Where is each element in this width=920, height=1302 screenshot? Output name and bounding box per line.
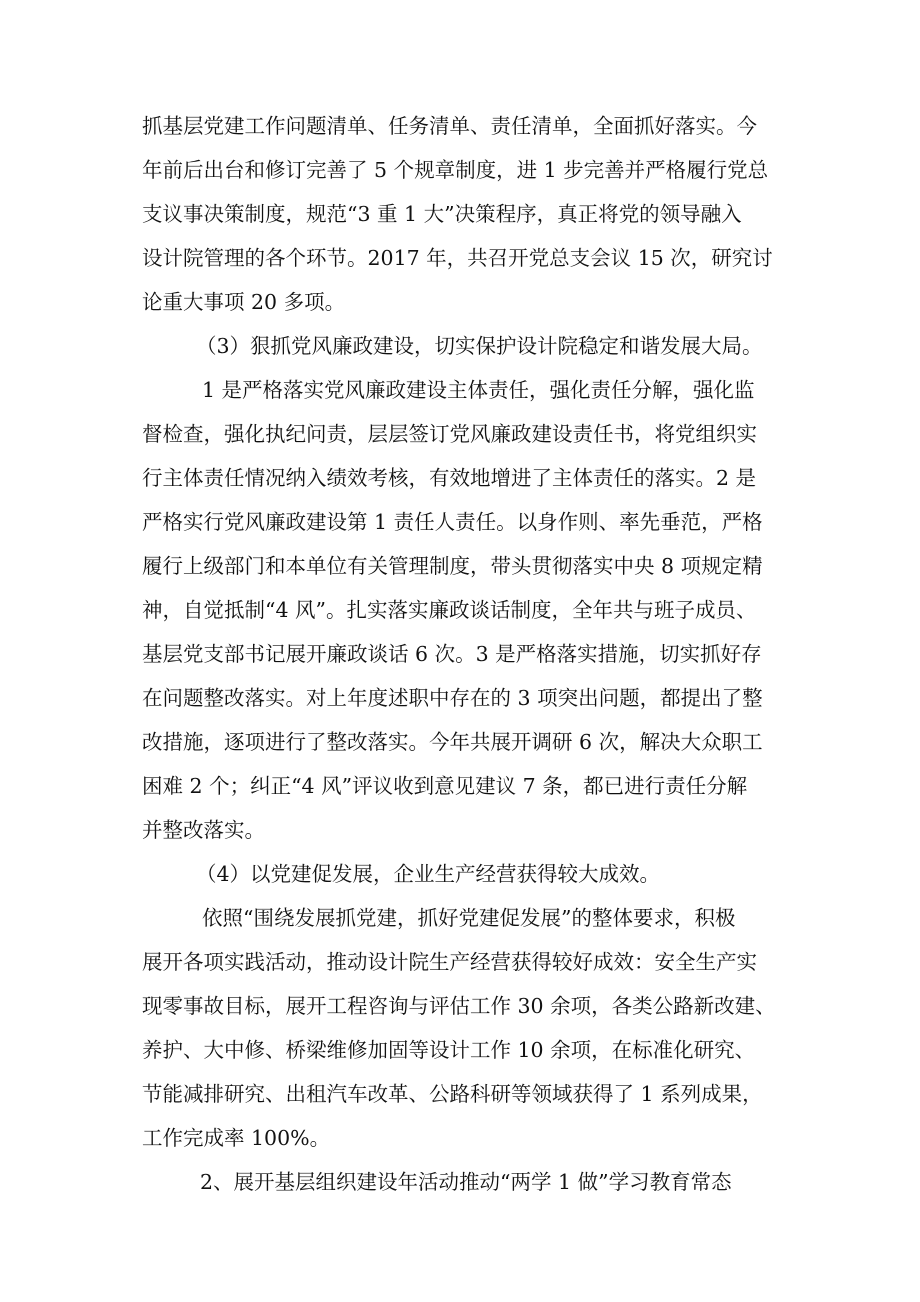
text-line: 养护、大中修、桥梁维修加固等设计工作 10 余项，在标准化研究、 <box>142 1038 756 1062</box>
text-line: 展开各项实践活动，推动设计院生产经营获得较好成效：安全生产实 <box>142 950 757 974</box>
text-line: 年前后出台和修订完善了 5 个规章制度，进 1 步完善并严格履行党总 <box>142 158 769 182</box>
text-line: 依照“围绕发展抓党建，抓好党建促发展”的整体要求，积极 <box>202 906 736 930</box>
text-line: 严格实行党风廉政建设第 1 责任人责任。以身作则、率先垂范，严格 <box>142 510 763 534</box>
text-line: 督检查，强化执纪问责，层层签订党风廉政建设责任书，将党组织实 <box>142 422 757 446</box>
text-line: 现零事故目标，展开工程咨询与评估工作 30 余项，各类公路新改建、 <box>142 994 776 1018</box>
text-line: 工作完成率 100%。 <box>142 1126 331 1150</box>
text-line: 1 是严格落实党风廉政建设主体责任，强化责任分解，强化监 <box>202 378 755 402</box>
text-line: 神，自觉抵制“4 风”。扎实落实廉政谈话制度，全年共与班子成员、 <box>142 598 757 622</box>
text-line: 行主体责任情况纳入绩效考核，有效地增进了主体责任的落实。2 是 <box>142 466 757 490</box>
text-line: 节能减排研究、出租汽车改革、公路科研等领域获得了 1 系列成果， <box>142 1082 763 1106</box>
text-line: 支议事决策制度，规范“3 重 1 大”决策程序，真正将党的领导融入 <box>142 202 742 226</box>
text-line: 困难 2 个；纠正“4 风”评议收到意见建议 7 条，都已进行责任分解 <box>142 774 748 798</box>
text-line: 论重大事项 20 多项。 <box>142 290 346 314</box>
text-line: 设计院管理的各个环节。2017 年，共召开党总支会议 15 次，研究讨 <box>142 246 773 270</box>
text-line: 并整改落实。 <box>142 818 265 842</box>
section-heading: 2、展开基层组织建设年活动推动“两学 1 做”学习教育常态 <box>200 1170 732 1194</box>
text-line: 履行上级部门和本单位有关管理制度，带头贯彻落实中央 8 项规定精 <box>142 554 763 578</box>
text-line: 基层党支部书记展开廉政谈话 6 次。3 是严格落实措施，切实抓好存 <box>142 642 762 666</box>
section-heading: （4）以党建促发展，企业生产经营获得较大成效。 <box>196 862 661 886</box>
text-line: 抓基层党建工作问题清单、任务清单、责任清单，全面抓好落实。今 <box>142 114 757 138</box>
section-heading: （3）狠抓党风廉政建设，切实保护设计院稳定和谐发展大局。 <box>196 334 763 358</box>
text-line: 在问题整改落实。对上年度述职中存在的 3 项突出问题，都提出了整 <box>142 686 763 710</box>
text-line: 改措施，逐项进行了整改落实。今年共展开调研 6 次，解决大众职工 <box>142 730 763 754</box>
